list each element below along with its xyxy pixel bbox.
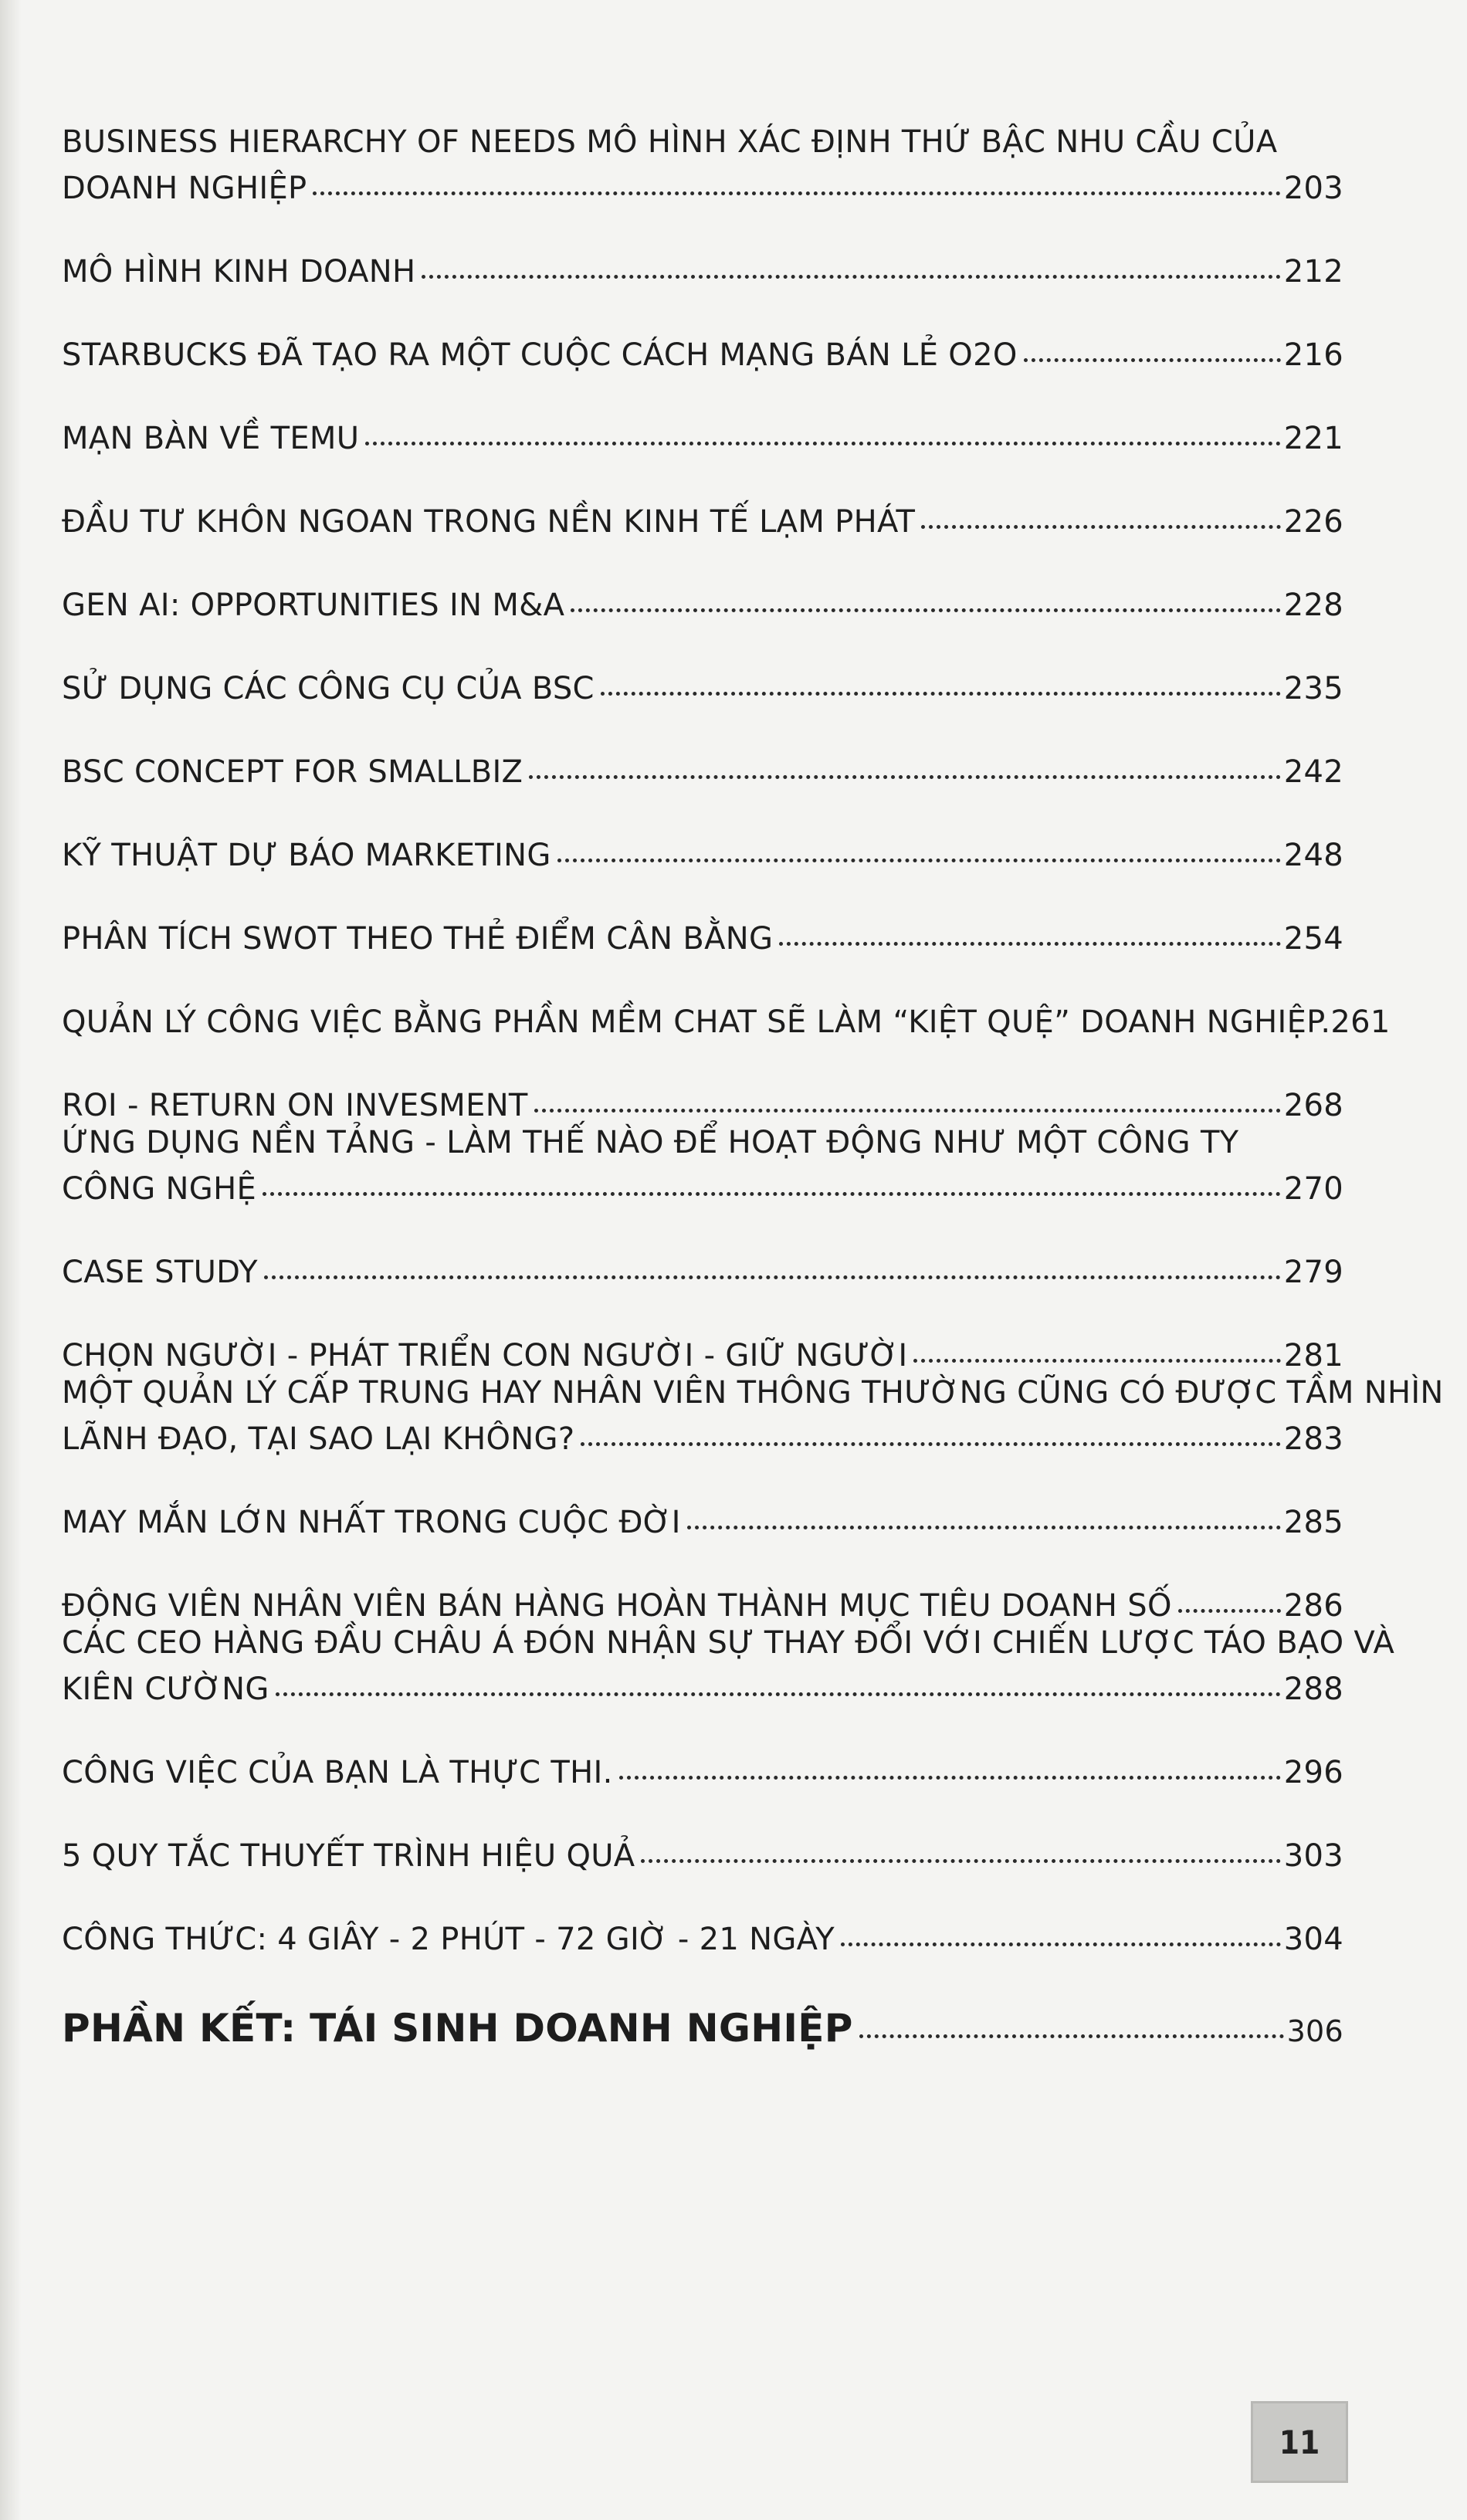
- toc-entry-title: BSC CONCEPT FOR SMALLBIZ: [62, 754, 523, 790]
- toc-entry-title: QUẢN LÝ CÔNG VIỆC BẰNG PHẦN MỀM CHAT SẼ LÀM “KIỆT QUỆ” DOANH NGHIỆP.: [62, 1004, 1331, 1040]
- toc-entry[interactable]: [62, 1374, 1444, 1458]
- toc-entry-title-line: CÁC CEO HÀNG ĐẦU CHÂU Á ĐÓN NHẬN SỰ THAY ĐỔI VỚI CHIẾN LƯỢC TÁO BẠO VÀ: [62, 1625, 1395, 1661]
- toc-entry[interactable]: [62, 1337, 1343, 1374]
- toc-entry-row: [62, 170, 1343, 207]
- dot-leader: [601, 692, 1281, 696]
- toc-final-part-page: 306: [1286, 2014, 1343, 2048]
- toc-entry[interactable]: [62, 503, 1343, 540]
- dot-leader: [913, 1359, 1280, 1363]
- dot-leader: [313, 191, 1280, 195]
- toc-entry[interactable]: [62, 1838, 1343, 1875]
- toc-entry-title: CÔNG VIỆC CỦA BẠN LÀ THỰC THI.: [62, 1755, 613, 1790]
- toc-entry[interactable]: [62, 587, 1343, 624]
- toc-entry-title: MẠN BÀN VỀ TEMU: [62, 421, 360, 456]
- dot-leader: [571, 608, 1280, 612]
- toc-entry-title: ROI - RETURN ON INVESMENT: [62, 1088, 528, 1123]
- toc-entry-page: 281: [1283, 1338, 1343, 1373]
- toc-entry-title-line: ỨNG DỤNG NỀN TẢNG - LÀM THẾ NÀO ĐỂ HOẠT ĐỘNG NHƯ MỘT CÔNG TY: [62, 1125, 1239, 1160]
- toc-entry[interactable]: [62, 1087, 1343, 1124]
- toc-entry[interactable]: [62, 124, 1343, 207]
- toc-entry-title: ĐỘNG VIÊN NHÂN VIÊN BÁN HÀNG HOÀN THÀNH MỤC TIÊU DOANH SỐ: [62, 1588, 1172, 1624]
- toc-entry-row: [62, 1921, 1343, 1958]
- toc-entry-page: 228: [1283, 588, 1343, 623]
- toc-entry[interactable]: [62, 420, 1343, 457]
- toc-entry-title: DOANH NGHIỆP: [62, 171, 307, 206]
- toc-entry-page: 203: [1283, 171, 1343, 206]
- dot-leader: [779, 942, 1280, 946]
- toc-entry[interactable]: [62, 1004, 1391, 1041]
- toc-entry-row: [62, 670, 1343, 707]
- toc-entry[interactable]: [62, 253, 1343, 290]
- dot-leader: [859, 2034, 1284, 2038]
- dot-leader: [581, 1442, 1280, 1446]
- toc-entry-page: 285: [1283, 1505, 1343, 1540]
- toc-entry-row: [62, 1337, 1343, 1374]
- toc-entry-page: 279: [1283, 1255, 1343, 1290]
- toc-entry-page: 216: [1283, 337, 1343, 373]
- dot-leader: [841, 1942, 1281, 1946]
- toc-entry-title: ĐẦU TƯ KHÔN NGOAN TRONG NỀN KINH TẾ LẠM PHÁT: [62, 504, 916, 540]
- dot-leader: [263, 1192, 1281, 1196]
- toc-entry-title: 5 QUY TẮC THUYẾT TRÌNH HIỆU QUẢ: [62, 1838, 635, 1874]
- toc-entry-row: [62, 420, 1343, 457]
- toc-entry-row: [62, 1671, 1343, 1708]
- toc-entry-row: [62, 1754, 1343, 1791]
- toc-entry-title: CÔNG THỨC: 4 GIÂY - 2 PHÚT - 72 GIỜ - 21 NGÀY: [62, 1922, 835, 1957]
- toc-entry-title: SỬ DỤNG CÁC CÔNG CỤ CỦA BSC: [62, 671, 595, 706]
- toc-entry-page: 221: [1283, 421, 1343, 456]
- toc-entry-page: 303: [1283, 1838, 1343, 1874]
- toc-entry-page: 296: [1283, 1755, 1343, 1790]
- dot-leader: [534, 1109, 1281, 1113]
- toc-entry-title: CÔNG NGHỆ: [62, 1171, 257, 1207]
- toc-entry-page: 212: [1283, 254, 1343, 290]
- toc-entry-title: LÃNH ĐẠO, TẠI SAO LẠI KHÔNG?: [62, 1421, 575, 1457]
- dot-leader: [365, 442, 1280, 445]
- toc-entry-row: [62, 1504, 1343, 1541]
- toc-entry-title-line: BUSINESS HIERARCHY OF NEEDS MÔ HÌNH XÁC ĐỊNH THỨ BẬC NHU CẦU CỦA: [62, 124, 1278, 160]
- toc-entry[interactable]: [62, 1587, 1343, 1624]
- toc-entry-row: [62, 837, 1343, 874]
- dot-leader: [921, 525, 1280, 529]
- toc-entry-page: 248: [1283, 838, 1343, 873]
- toc-entry[interactable]: [62, 1624, 1394, 1708]
- toc-entry-page: 270: [1283, 1171, 1343, 1207]
- page-number: 11: [1251, 2401, 1348, 2483]
- toc-entry-row: [62, 920, 1343, 957]
- toc-entry-title: STARBUCKS ĐÃ TẠO RA MỘT CUỘC CÁCH MẠNG BÁN LẺ O2O: [62, 337, 1018, 373]
- dot-leader: [641, 1859, 1280, 1863]
- toc-entry-title: KỸ THUẬT DỰ BÁO MARKETING: [62, 838, 551, 873]
- page-gutter-shadow: [0, 0, 22, 2520]
- toc-entry-row: [62, 1087, 1343, 1124]
- toc-entry[interactable]: [62, 920, 1343, 957]
- toc-final-part-row: [62, 2006, 1343, 2051]
- toc-entry[interactable]: [62, 837, 1343, 874]
- toc-entry[interactable]: [62, 1921, 1343, 1958]
- toc-entry-row: [62, 1004, 1391, 1041]
- dot-leader: [619, 1776, 1281, 1780]
- toc-entry-title: KIÊN CƯỜNG: [62, 1672, 269, 1707]
- toc-entry[interactable]: [62, 1754, 1343, 1791]
- dot-leader: [422, 275, 1280, 279]
- table-of-contents: [62, 0, 1444, 2520]
- toc-entry-title-line: MỘT QUẢN LÝ CẤP TRUNG HAY NHÂN VIÊN THÔNG THƯỜNG CŨNG CÓ ĐƯỢC TẦM NHÌN: [62, 1375, 1444, 1411]
- toc-entry-row: [62, 337, 1343, 374]
- dot-leader: [529, 775, 1280, 779]
- toc-final-part-title: PHẦN KẾT: TÁI SINH DOANH NGHIỆP: [62, 2006, 853, 2051]
- toc-entry[interactable]: [62, 337, 1343, 374]
- toc-entry[interactable]: [62, 670, 1343, 707]
- toc-entry-page: 226: [1283, 504, 1343, 540]
- dot-leader: [557, 859, 1281, 862]
- toc-entry-row: [62, 587, 1343, 624]
- toc-entry-row: [62, 1838, 1343, 1875]
- toc-entry-row: [62, 253, 1343, 290]
- dot-leader: [1024, 358, 1281, 362]
- toc-entry-page: 304: [1283, 1922, 1343, 1957]
- toc-entry-title: CASE STUDY: [62, 1255, 258, 1290]
- toc-entry-row: [62, 1170, 1343, 1208]
- toc-entry-title: PHÂN TÍCH SWOT THEO THẺ ĐIỂM CÂN BẰNG: [62, 921, 774, 957]
- dot-leader: [687, 1526, 1281, 1529]
- toc-entry-page: 242: [1283, 754, 1343, 790]
- toc-entry-page: 261: [1330, 1004, 1391, 1040]
- toc-entry-page: 288: [1283, 1672, 1343, 1707]
- toc-entry-page: 283: [1283, 1421, 1343, 1457]
- toc-entry-row: [62, 1587, 1343, 1624]
- toc-entry[interactable]: [62, 754, 1343, 791]
- toc-final-part[interactable]: [62, 2006, 1343, 2051]
- toc-entry[interactable]: [62, 1124, 1343, 1208]
- toc-entry-page: 286: [1283, 1588, 1343, 1624]
- toc-entry[interactable]: [62, 1254, 1343, 1291]
- toc-entry-title: MÔ HÌNH KINH DOANH: [62, 254, 416, 290]
- dot-leader: [264, 1275, 1281, 1279]
- toc-entry-title: MAY MẮN LỚN NHẤT TRONG CUỘC ĐỜI: [62, 1505, 681, 1540]
- toc-entry[interactable]: [62, 1504, 1343, 1541]
- toc-entry-row: [62, 754, 1343, 791]
- toc-entry-title: CHỌN NGƯỜI - PHÁT TRIỂN CON NGƯỜI - GIỮ NGƯỜI: [62, 1338, 908, 1373]
- toc-entry-page: 254: [1283, 921, 1343, 957]
- toc-entry-title: GEN AI: OPPORTUNITIES IN M&A: [62, 588, 565, 623]
- toc-entry-row: [62, 503, 1343, 540]
- toc-entry-page: 235: [1283, 671, 1343, 706]
- toc-entry-page: 268: [1283, 1088, 1343, 1123]
- toc-entry-row: [62, 1254, 1343, 1291]
- dot-leader: [1178, 1609, 1281, 1613]
- toc-entry-row: [62, 1421, 1343, 1458]
- dot-leader: [276, 1692, 1281, 1696]
